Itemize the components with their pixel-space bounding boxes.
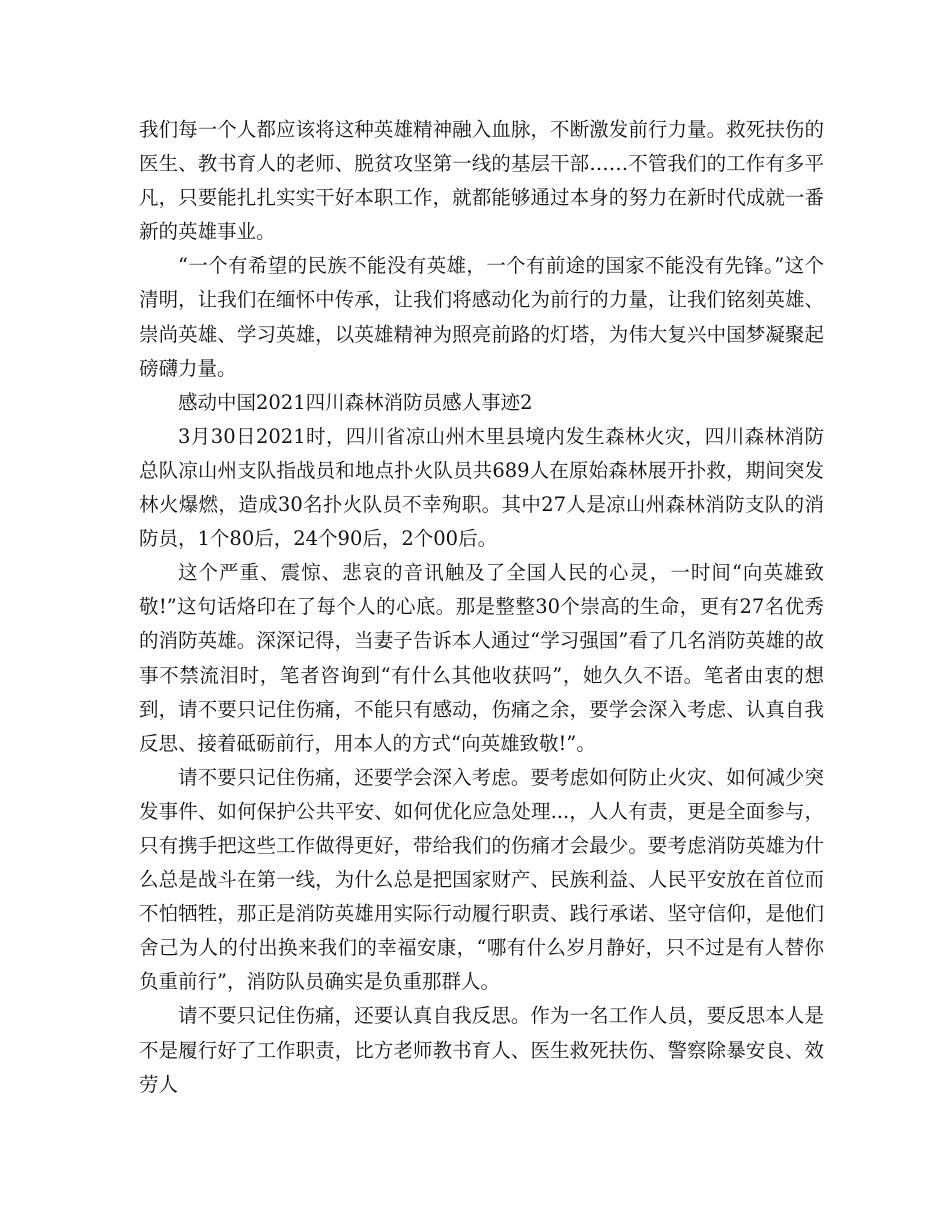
body-paragraph-1: 我们每一个人都应该将这种英雄精神融入血脉，不断激发前行力量。救死扶伤的医生、教书育人的老师、脱贫攻坚第一线的基层干部……不管我们的工作有多平凡，只要能扎扎实实干好本职工作，就都能够通过本身的努力在新时代成就一番新的英雄事业。 (139, 118, 824, 244)
body-paragraph-6: 请不要只记住伤痛，还要认真自我反思。作为一名工作人员，要反思本人是不是履行好了工作职责，比方老师教书育人、医生救死扶伤、警察除暴安良、效劳人 (139, 1004, 824, 1096)
body-paragraph-5: 请不要只记住伤痛，还要学会深入考虑。要考虑如何防止火灾、如何减少突发事件、如何保护公共平安、如何优化应急处理...，人人有责，更是全面参与，只有携手把这些工作做得更好，带给我们的伤痛才会最少。要考虑消防英雄为什么总是战斗在第一线，为什么总是把国家财产、民族利益、人民平安放在首位而不怕牺牲，那正是消防英雄用实际行动履行职责、践行承诺、坚守信仰，是他们舍己为人的付出换来我们的幸福安康，“哪有什么岁月静好，只不过是有人替你负重前行”，消防队员确实是负重那群人。 (139, 765, 824, 994)
body-paragraph-2: “一个有希望的民族不能没有英雄，一个有前途的国家不能没有先锋。”这个清明，让我们在缅怀中传承，让我们将感动化为前行的力量，让我们铭刻英雄、崇尚英雄、学习英雄，以英雄精神为照亮前路的灯塔，为伟大复兴中国梦凝聚起磅礴力量。 (139, 254, 824, 380)
section-heading: 感动中国2021四川森林消防员感人事迹2 (178, 390, 533, 414)
document-page (139, 113, 824, 1102)
body-paragraph-3: 3月30日2021时，四川省凉山州木里县境内发生森林火灾，四川森林消防总队凉山州支队指战员和地点扑火队员共689人在原始森林展开扑救，期间突发林火爆燃，造成30名扑火队员不幸殉职。其中27人是凉山州森林消防支队的消防员，1个80后，24个90后，2个00后。 (139, 424, 824, 551)
body-paragraph-4: 这个严重、震惊、悲哀的音讯触及了全国人民的心灵，一时间“向英雄致敬!”这句话烙印在了每个人的心底。那是整整30个崇高的生命，更有27名优秀的消防英雄。深深记得，当妻子告诉本人通过“学习强国”看了几名消防英雄的故事不禁流泪时，笔者咨询到“有什么其他收获吗”，她久久不语。笔者由衷的想到，请不要只记住伤痛，不能只有感动，伤痛之余，要学会深入考虑、认真自我反思、接着砥砺前行，用本人的方式“向英雄致敬!”。 (139, 561, 824, 755)
